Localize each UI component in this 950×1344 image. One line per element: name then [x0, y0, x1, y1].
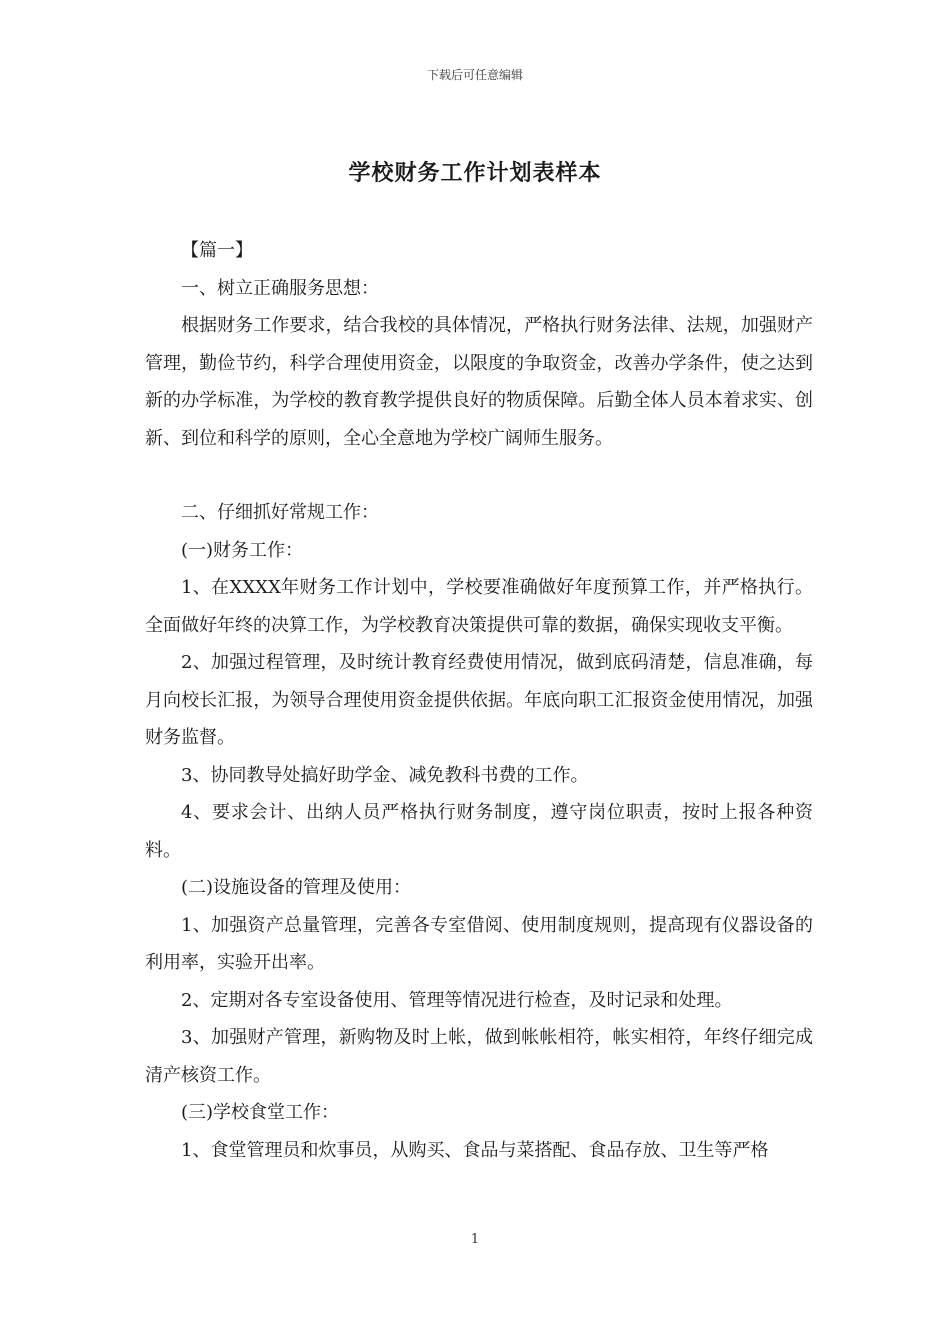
paragraph-gap [145, 457, 813, 494]
section-label: 【篇一】 [181, 240, 253, 261]
list-item: 2、加强过程管理，及时统计教育经费使用情况，做到底码清楚，信息准确，每月向校长汇报，为领导合理使用资金提供依据。年底向职工汇报资金使用情况，加强财务监督。 [145, 652, 813, 748]
subsection-heading: (三)学校食堂工作： [181, 1102, 340, 1123]
subsection-heading: (二)设施设备的管理及使用： [181, 877, 412, 898]
page-number: 1 [470, 1232, 480, 1247]
document-title: 学校财务工作计划表样本 [348, 160, 602, 186]
body-paragraph: 根据财务工作要求，结合我校的具体情况，严格执行财务法律、法规，加强财产管理，勤俭节约，科学合理使用资金，以限度的争取资金，改善办学条件，使之达到新的办学标准，为学校的教育教学提供良好的物质保障。后勤全体人员本着求实、创新、到位和科学的原则，全心全意地为学校广阔师生服务。 [145, 315, 813, 449]
list-item: 1、在XXXX年财务工作计划中，学校要准确做好年度预算工作，并严格执行。全面做好年终的决算工作，为学校教育决策提供可靠的数据，确保实现收支平衡。 [145, 577, 813, 636]
page-header-note: 下载后可任意编辑 [426, 68, 523, 82]
section-heading: 一、树立正确服务思想： [181, 277, 379, 299]
list-item: 3、加强财产管理，新购物及时上帐，做到帐帐相符，帐实相符，年终仔细完成清产核资工作。 [145, 1027, 813, 1086]
section-heading: 二、仔细抓好常规工作： [181, 502, 379, 523]
list-item: 4、要求会计、出纳人员严格执行财务制度，遵守岗位职责，按时上报各种资料。 [145, 802, 813, 861]
list-item: 3、协同教导处搞好助学金、减免教科书费的工作。 [181, 764, 589, 786]
document-body [145, 232, 813, 1169]
list-item: 2、定期对各专室设备使用、管理等情况进行检查，及时记录和处理。 [181, 989, 733, 1011]
list-item: 1、食堂管理员和炊事员，从购买、食品与菜搭配、食品存放、卫生等严格 [181, 1139, 769, 1161]
subsection-heading: (一)财务工作： [181, 539, 304, 561]
list-item: 1、加强资产总量管理，完善各专室借阅、使用制度规则，提高现有仪器设备的利用率，实验开出率。 [145, 914, 813, 973]
